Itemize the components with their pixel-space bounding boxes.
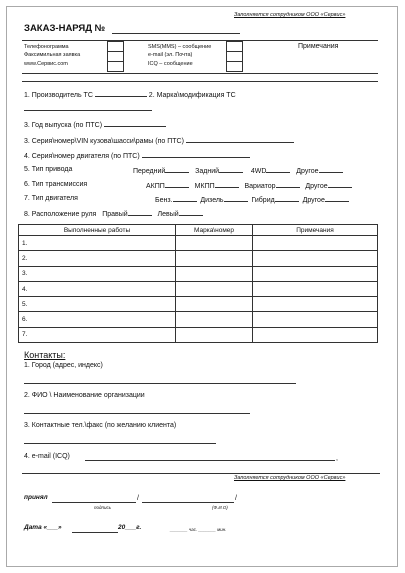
opt-other-line[interactable]: [325, 195, 349, 202]
field-manufacturer-line[interactable]: [95, 90, 147, 97]
slash-1: /: [137, 495, 139, 502]
date-year: 20___г.: [118, 524, 142, 531]
source-checkbox-column-1[interactable]: [107, 41, 124, 72]
header-top-rule: [22, 40, 378, 41]
checkbox-divider: [107, 61, 124, 62]
field-drive-label: 5. Тип привода: [24, 166, 73, 173]
row-number: 6.: [19, 312, 176, 327]
table-row[interactable]: [19, 281, 378, 296]
col-brand-number: Марка\номер: [176, 225, 253, 236]
checkbox-divider: [226, 51, 243, 52]
contact-name-label: 2. ФИО \ Наименование организации: [24, 392, 145, 399]
opt-other: Другое: [305, 183, 328, 190]
header-bottom-rule: [22, 73, 378, 74]
opt-right: Правый: [102, 211, 128, 218]
field-year[interactable]: [24, 120, 166, 129]
contact-phone-label: 3. Контактные тел.\факс (по желанию клиента): [24, 422, 177, 429]
source-checkbox-column-2[interactable]: [226, 41, 243, 72]
source-icq: ICQ – сообщение: [148, 61, 193, 67]
table-row[interactable]: [19, 266, 378, 281]
contacts-title: Контакты:: [24, 350, 66, 360]
date-month-line[interactable]: [72, 532, 118, 533]
page-title: ЗАКАЗ-НАРЯД №: [24, 23, 106, 34]
opt-cvt-line[interactable]: [276, 181, 300, 188]
date-label: Дата «___»: [24, 524, 62, 531]
field-year-label: 3. Год выпуска (по ПТС): [24, 122, 103, 129]
field-engine-number-label: 4. Серия\номер двигателя (по ПТС): [24, 153, 140, 160]
works-table-header: [19, 225, 378, 236]
table-row[interactable]: [19, 236, 378, 251]
table-row[interactable]: [19, 327, 378, 342]
row-number: 3.: [19, 266, 176, 281]
fio-line[interactable]: [142, 502, 234, 503]
opt-left-line[interactable]: [179, 209, 203, 216]
opt-petrol-line[interactable]: [173, 195, 197, 202]
row-cell[interactable]: [176, 266, 253, 281]
opt-petrol: Бенз.: [155, 197, 173, 204]
contact-city-line[interactable]: [24, 383, 296, 384]
notes-label: Примечания: [298, 43, 339, 50]
field-vin[interactable]: [24, 136, 294, 145]
opt-other-line[interactable]: [328, 181, 352, 188]
field-vin-line[interactable]: [186, 136, 294, 143]
opt-manual: МКПП: [194, 183, 215, 190]
row-cell[interactable]: [176, 251, 253, 266]
row-cell[interactable]: [176, 297, 253, 312]
col-notes: Примечания: [253, 225, 378, 236]
opt-left: Левый: [157, 211, 179, 218]
footer-rule: [22, 473, 380, 474]
col-works: Выполненные работы: [19, 225, 176, 236]
field-vin-label: 3. Серия\номер\VIN кузова\шасси\рамы (по ПТС): [24, 138, 184, 145]
opt-hybrid: Гибрид: [251, 197, 275, 204]
works-table: [18, 224, 378, 343]
field-engine-number-line[interactable]: [142, 151, 250, 158]
field-transmission-options[interactable]: [146, 181, 352, 190]
contact-email-comma: ,: [336, 455, 338, 462]
opt-manual-line[interactable]: [215, 181, 239, 188]
opt-4wd: 4WD: [250, 168, 267, 175]
opt-front: Передний: [133, 168, 166, 175]
row-cell[interactable]: [176, 312, 253, 327]
contact-email-label: 4. e-mail (ICQ): [24, 453, 70, 460]
header-notes-line[interactable]: [22, 81, 378, 82]
row-cell[interactable]: [176, 236, 253, 251]
table-row[interactable]: [19, 297, 378, 312]
field-steering[interactable]: [24, 209, 203, 218]
table-row[interactable]: [19, 312, 378, 327]
field-manufacturer[interactable]: [24, 90, 236, 99]
row-cell[interactable]: [253, 281, 378, 296]
contact-city-label: 1. Город (адрес, индекс): [24, 362, 103, 369]
signature-caption: подпись: [94, 505, 112, 510]
field-engine-number[interactable]: [24, 151, 250, 160]
header-hint: Заполняется сотрудником ООО «Сервис»: [234, 12, 346, 18]
source-sms: SMS(MMS) – сообщение: [148, 44, 212, 50]
field-steering-label: 8. Расположение руля: [24, 211, 97, 218]
checkbox-divider: [226, 61, 243, 62]
row-cell[interactable]: [253, 297, 378, 312]
table-row[interactable]: [19, 251, 378, 266]
accepted-label: принял: [24, 494, 48, 501]
opt-cvt: Вариатор: [244, 183, 276, 190]
field-year-line[interactable]: [104, 120, 166, 127]
row-number: 5.: [19, 297, 176, 312]
row-number: 1.: [19, 236, 176, 251]
row-cell[interactable]: [253, 251, 378, 266]
source-web: www.Сервис.com: [24, 61, 68, 67]
opt-front-line[interactable]: [165, 166, 189, 173]
checkbox-divider: [107, 51, 124, 52]
time-field[interactable]: _______ час. _______ мин.: [170, 527, 227, 532]
field-engine-type-label: 7. Тип двигателя: [24, 195, 78, 202]
opt-rear: Задний: [195, 168, 220, 175]
contact-email-line[interactable]: [85, 460, 335, 461]
row-cell[interactable]: [253, 236, 378, 251]
row-cell[interactable]: [176, 281, 253, 296]
source-fax: Факсимильная заявка: [24, 52, 81, 58]
source-email: e-mail (эл. Почта): [148, 52, 193, 58]
row-cell[interactable]: [253, 266, 378, 281]
opt-other: Другое: [296, 168, 319, 175]
row-cell[interactable]: [253, 327, 378, 342]
field-model-line[interactable]: [24, 110, 152, 111]
source-phone: Телефонограмма: [24, 44, 69, 50]
footer-hint: Заполняется сотрудником ООО «Сервис»: [234, 475, 346, 481]
row-number: 2.: [19, 251, 176, 266]
field-engine-type-options[interactable]: [155, 195, 349, 204]
row-number: 4.: [19, 281, 176, 296]
opt-other-line[interactable]: [319, 166, 343, 173]
row-cell[interactable]: [176, 327, 253, 342]
opt-right-line[interactable]: [128, 209, 152, 216]
contact-name-line[interactable]: [24, 413, 250, 414]
opt-4wd-line[interactable]: [266, 166, 290, 173]
opt-hybrid-line[interactable]: [275, 195, 299, 202]
slash-2: /: [235, 495, 237, 502]
row-cell[interactable]: [253, 312, 378, 327]
row-number: 7.: [19, 327, 176, 342]
signature-line[interactable]: [52, 502, 136, 503]
field-drive-options[interactable]: [133, 166, 343, 175]
opt-auto: АКПП: [146, 183, 165, 190]
field-manufacturer-label: 1. Производитель ТС: [24, 92, 93, 99]
fio-caption: (Ф.И.О): [212, 505, 228, 510]
order-number-line[interactable]: [112, 33, 240, 34]
opt-other: Другое: [302, 197, 325, 204]
field-transmission-label: 6. Тип трансмиссия: [24, 181, 88, 188]
opt-auto-line[interactable]: [165, 181, 189, 188]
opt-diesel-line[interactable]: [224, 195, 248, 202]
field-model-label: 2. Марка\модификация ТС: [148, 92, 236, 99]
opt-rear-line[interactable]: [219, 166, 243, 173]
opt-diesel: Дизель: [200, 197, 224, 204]
contact-phone-line[interactable]: [24, 443, 216, 444]
